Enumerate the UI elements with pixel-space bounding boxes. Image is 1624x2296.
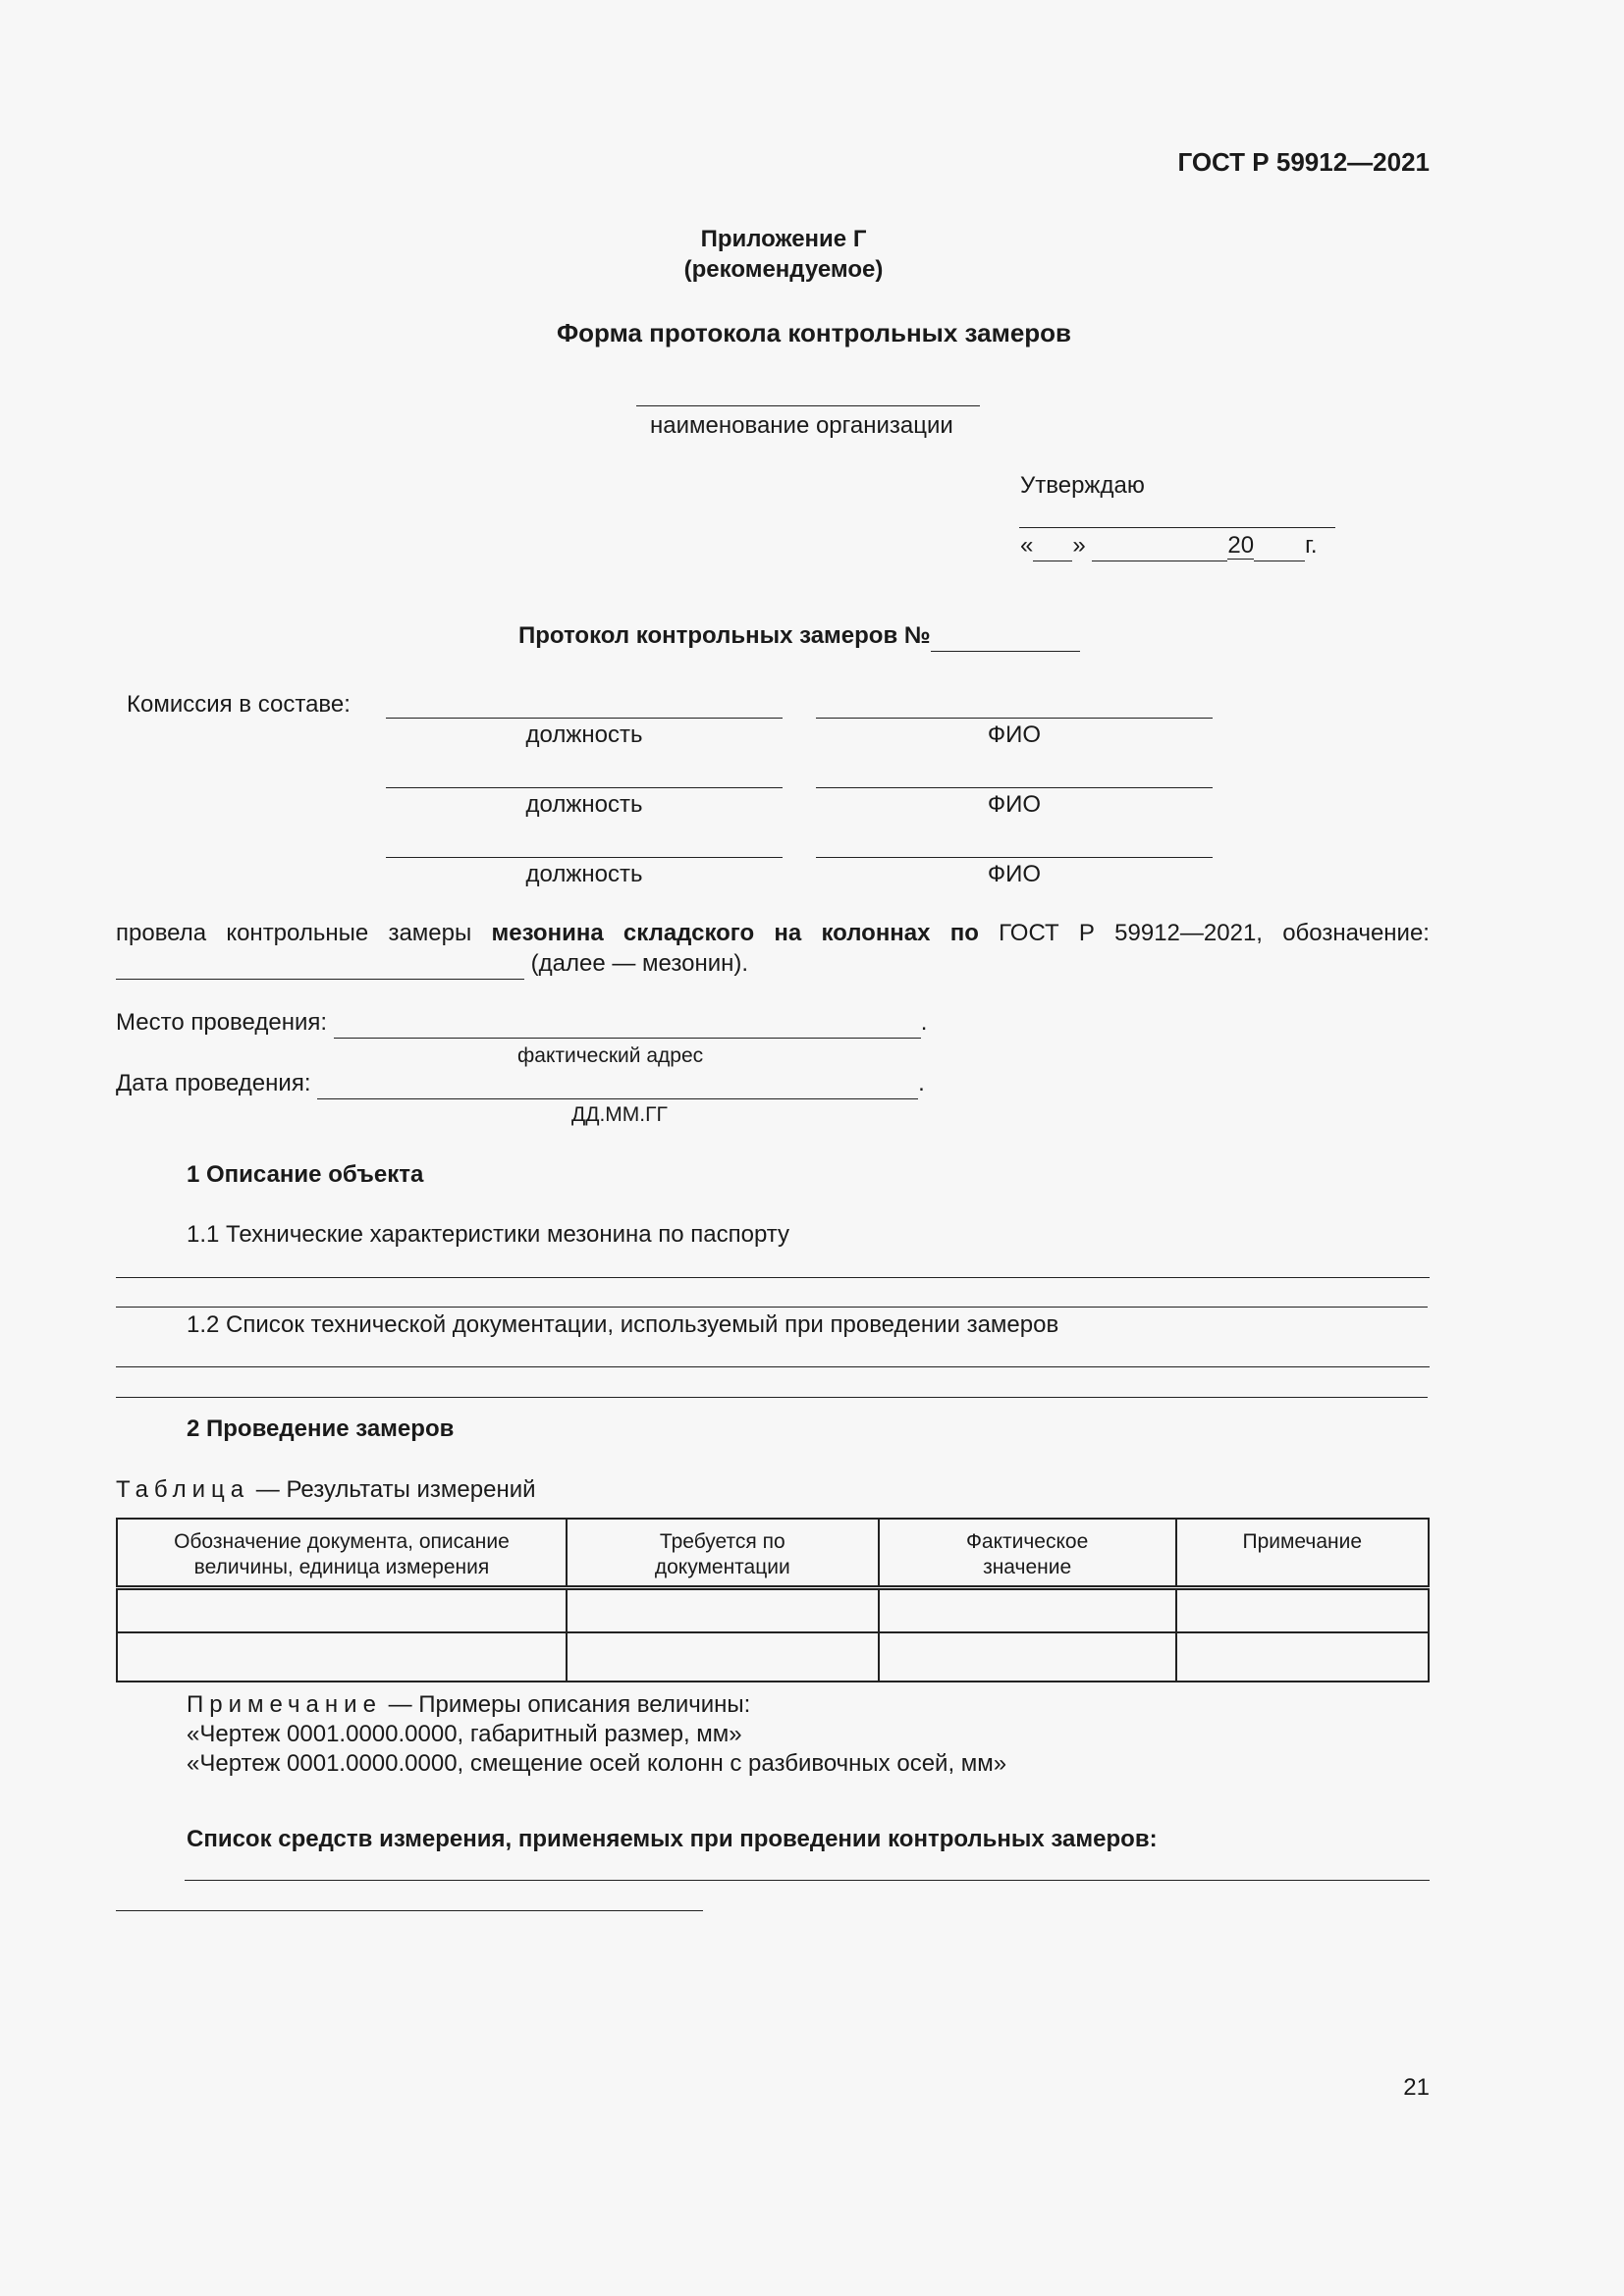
table-cell[interactable] <box>567 1587 879 1632</box>
date-caption: ДД.ММ.ГГ <box>571 1103 668 1126</box>
day-line <box>1033 531 1072 561</box>
commission-label: Комиссия в составе: <box>127 691 351 718</box>
commission-position-line <box>386 857 783 858</box>
appendix-title: Приложение Г <box>700 226 867 252</box>
fill-line <box>116 1277 1430 1278</box>
approval-label: Утверждаю <box>1020 472 1145 499</box>
place-caption: фактический адрес <box>517 1044 704 1067</box>
date-close-quote: » <box>1072 532 1086 559</box>
section1-item1: 1.1 Технические характеристики мезонина по паспорту <box>187 1221 790 1248</box>
organization-caption: наименование организации <box>650 412 953 439</box>
note-example-2: «Чертеж 0001.0000.0000, смещение осей колонн с разбивочных осей, мм» <box>187 1750 1007 1777</box>
intro-part1: провела контрольные замеры <box>116 920 472 946</box>
commission-name-caption: ФИО <box>987 861 1042 887</box>
fill-line <box>116 1307 1428 1308</box>
intro-part2: ГОСТ Р 59912—2021, обозначение: <box>999 920 1430 946</box>
table-cell[interactable] <box>1176 1587 1429 1632</box>
commission-position-line <box>386 787 783 788</box>
commission-name-caption: ФИО <box>987 791 1042 818</box>
page-number: 21 <box>1403 2074 1430 2101</box>
commission-position-caption: должность <box>525 721 643 748</box>
organization-line <box>636 405 980 406</box>
table-row <box>117 1587 1429 1632</box>
commission-name-line <box>816 857 1213 858</box>
section2-title: 2 Проведение замеров <box>187 1415 455 1442</box>
place-end: . <box>920 1009 928 1036</box>
approval-signature-line <box>1019 527 1335 528</box>
intro-line-1 <box>116 919 1430 948</box>
intro-line-2 <box>116 949 748 980</box>
form-title: Форма протокола контрольных замеров <box>556 318 1072 347</box>
place-line <box>334 1008 921 1039</box>
section1-title: 1 Описание объекта <box>187 1161 424 1188</box>
header-cell-designation: Обозначение документа, описание величины, единица измерения <box>117 1519 567 1587</box>
intro-bold: мезонина складского на колоннах по <box>491 920 979 946</box>
fill-line <box>116 1366 1430 1367</box>
appendix-status: (рекомендуемое) <box>683 256 884 283</box>
fill-line <box>185 1880 1430 1881</box>
table-cell[interactable] <box>117 1632 567 1682</box>
results-table <box>116 1518 1430 1682</box>
designation-line <box>116 949 524 980</box>
table-cell[interactable] <box>117 1587 567 1632</box>
month-line <box>1092 531 1227 561</box>
table-caption-text: — Результаты измерений <box>255 1476 536 1503</box>
standard-number: ГОСТ Р 59912—2021 <box>1177 147 1430 177</box>
year-prefix: 20 <box>1227 532 1255 559</box>
date-end: . <box>918 1070 925 1096</box>
table-row <box>117 1632 1429 1682</box>
header-cell-actual: Фактическое значение <box>879 1519 1176 1587</box>
fill-line <box>116 1910 703 1911</box>
table-caption <box>116 1475 536 1505</box>
instruments-title: Список средств измерения, применяемых при проведении контрольных замеров: <box>187 1826 1158 1852</box>
protocol-title <box>518 621 1080 652</box>
place-row <box>116 1008 927 1039</box>
note-text: — Примеры описания величины: <box>388 1691 751 1718</box>
table-cell[interactable] <box>879 1587 1176 1632</box>
table-caption-label: Таблица <box>116 1476 250 1503</box>
protocol-title-text: Протокол контрольных замеров № <box>518 622 931 649</box>
table-cell[interactable] <box>879 1632 1176 1682</box>
table-header-row <box>117 1519 1429 1587</box>
note-line <box>187 1690 750 1720</box>
fill-line <box>116 1397 1428 1398</box>
section1-item2: 1.2 Список технической документации, используемый при проведении замеров <box>187 1311 1059 1338</box>
table-cell[interactable] <box>567 1632 879 1682</box>
note-label: Примечание <box>187 1691 382 1718</box>
commission-position-caption: должность <box>525 791 643 818</box>
commission-name-line <box>816 718 1213 719</box>
note-example-1: «Чертеж 0001.0000.0000, габаритный размер, мм» <box>187 1721 742 1747</box>
table-cell[interactable] <box>1176 1632 1429 1682</box>
protocol-number-line <box>931 621 1080 652</box>
intro-part3: (далее — мезонин). <box>530 950 749 977</box>
header-cell-required: Требуется по документации <box>567 1519 879 1587</box>
approval-date <box>1020 531 1318 561</box>
date-row <box>116 1069 925 1099</box>
commission-position-line <box>386 718 783 719</box>
header-cell-note: Примечание <box>1176 1519 1429 1587</box>
place-label: Место проведения: <box>116 1009 328 1036</box>
commission-position-caption: должность <box>525 861 643 887</box>
year-suffix: г. <box>1305 532 1318 559</box>
commission-name-caption: ФИО <box>987 721 1042 748</box>
date-open-quote: « <box>1020 532 1034 559</box>
year-line <box>1254 531 1305 561</box>
date-line <box>317 1069 918 1099</box>
commission-name-line <box>816 787 1213 788</box>
date-label: Дата проведения: <box>116 1070 311 1096</box>
